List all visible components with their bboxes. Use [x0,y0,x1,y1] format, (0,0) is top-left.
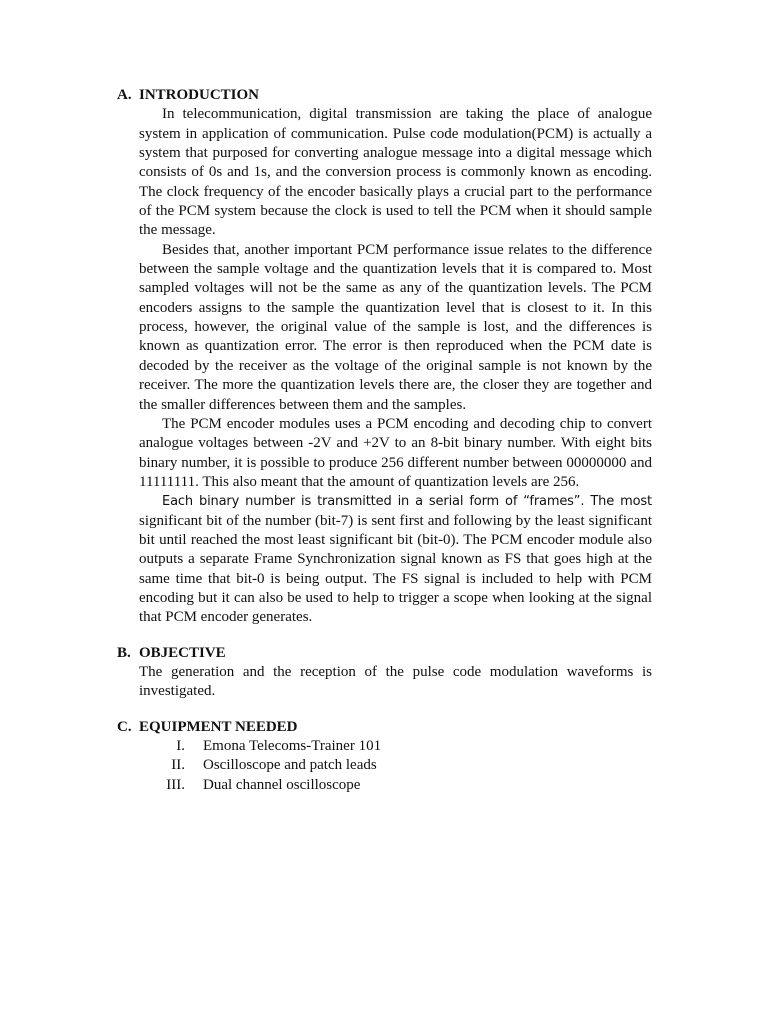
list-item-number: I. [176,738,185,754]
equipment-list [117,737,652,795]
list-item-number: II. [171,757,185,774]
paragraph-first-line: Each binary number is transmitted in a serial form of “frames”. The most [162,494,652,510]
section-heading-objective [117,644,652,663]
paragraph-rest: significant bit of the number (bit-7) is sent first and following by the least significant bit until reached the most least significant bit (bit-0). The PCM encoder module also outputs a separate Frame Synchronization signal known as FS that goes high at the same time that bit-0 is being output. The FS signal is included to help with PCM encoding but it can also be used to help to trigger a scope when looking at the signal that PCM encoder generates. [139,512,652,626]
paragraph: In telecommunication, digital transmission are taking the place of analogue system in application of communication. Pulse code modulation(PCM) is actually a system that purposed for converting analogue message into a digital message which consists of 0s and 1s, and the conversion process is commonly known as encoding. The clock frequency of the encoder basically plays a crucial part to the performance of the PCM system because the clock is used to tell the PCM when it should sample the message. [139,106,652,239]
list-item-text: Oscilloscope and patch leads [203,757,377,774]
paragraph: The generation and the reception of the pulse code modulation waveforms is investigated. [139,663,652,700]
list-item [117,776,652,795]
section-title: EQUIPMENT NEEDED [139,718,298,735]
paragraph: The PCM encoder modules uses a PCM encoding and decoding chip to convert analogue voltages between -2V and +2V to an 8-bit binary number. With eight bits binary number, it is possible to produce 256 different number between 00000000 and 11111111. This also meant that the amount of quantization levels are 256. [139,415,652,490]
list-item-number: III. [166,776,185,793]
list-item [117,737,652,756]
section-heading-equipment [117,718,652,737]
section-heading-introduction [117,86,652,105]
section-letter: B. [117,644,131,661]
list-item [117,756,652,775]
document-content [117,86,652,795]
paragraph: Besides that, another important PCM performance issue relates to the difference between the sample voltage and the quantization levels that it is compared to. Most sampled voltages will not be the same as any of the quantization levels. The PCM encoders assigns to the sample the quantization level that is closest to it. In this process, however, the original value of the sample is lost, and the differences is known as quantization error. The error is then reproduced when the PCM date is decoded by the receiver as the voltage of the original sample is not known by the receiver. The more the quantization levels there are, the closer they are together and the smaller differences between them and the samples. [139,241,652,413]
section-title: OBJECTIVE [139,644,226,661]
list-item-text: Emona Telecoms-Trainer 101 [203,738,382,754]
section-letter: C. [117,718,132,735]
section-title: INTRODUCTION [139,87,260,103]
list-item-text: Dual channel oscilloscope [203,776,361,793]
introduction-body [139,105,652,627]
objective-body [139,663,652,702]
section-letter: A. [117,87,132,103]
paragraph [139,492,652,627]
